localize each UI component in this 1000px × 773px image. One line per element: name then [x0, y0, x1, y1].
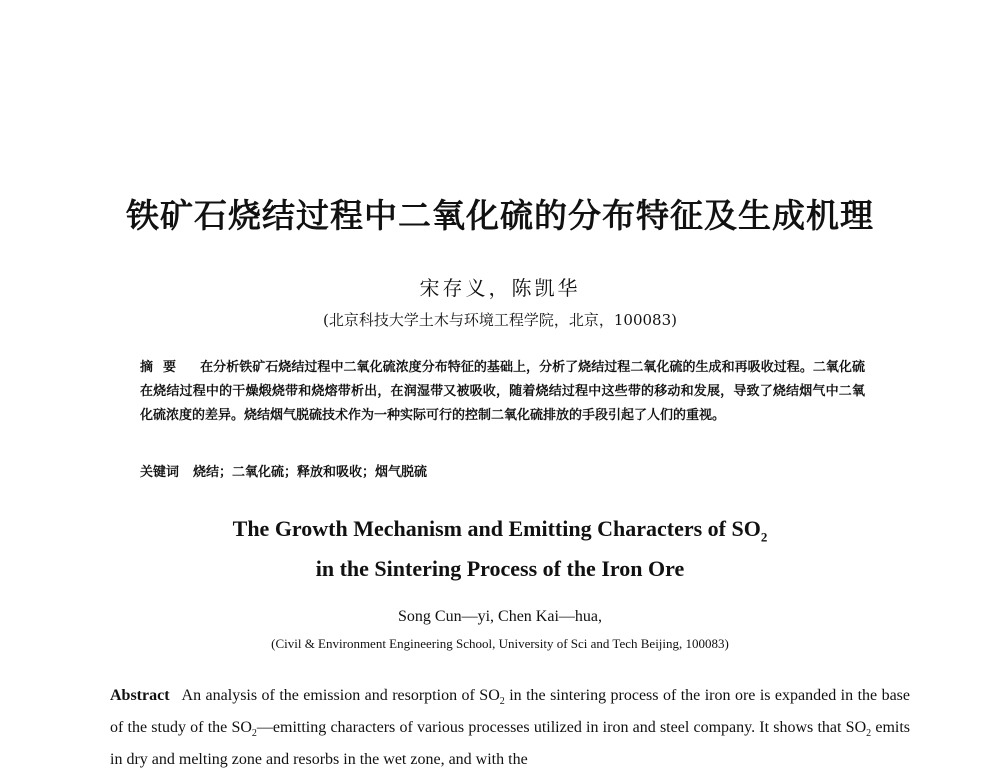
chinese-title: 铁矿石烧结过程中二氧化硫的分布特征及生成机理 [126, 196, 874, 235]
english-title-line-1: The Growth Mechanism and Emitting Characters of $SO_2$ [232, 516, 768, 545]
english-abstract: Abstract An analysis of the emission and resorption of $SO_2$ in the sintering process of the iron ore is expanded in the base of the study of the $SO_2—emitting$ characters of various processes utilized in iron and steel company. It shows that $SO_2$ emits in dry and melting zone and resorbs in the wet zone, and with the [110, 687, 911, 769]
english-affiliation: (Civil & Environment Engineering School, University of Sci and Tech Beijing, 100083) [271, 636, 729, 651]
english-title-line-2: in the Sintering Process of the Iron Ore [315, 556, 685, 582]
chinese-abstract-label: 摘要 [140, 360, 187, 375]
chinese-abstract-text: 在分析铁矿石烧结过程中二氧化硫浓度分布特征的基础上，分析了烧结过程二氧化硫的生成和再吸收过程。二氧化硫在烧结过程中的干燥煅烧带和烧熔带析出，在润湿带又被吸收，随着烧结过程中这些带的移动和发展，导致了烧结烟气中二氧化硫浓度的差异。烧结烟气脱硫技术作为一种实际可行的控制二氧化硫排放的手段引起了人们的重视。 [140, 360, 865, 423]
chinese-keywords-label: 关键词 [140, 465, 180, 480]
english-title [0, 513, 1000, 585]
chinese-keywords [140, 461, 865, 480]
chinese-abstract [140, 356, 865, 428]
chinese-keywords-text: 烧结；二氧化硫；释放和吸收；烟气脱硫 [193, 465, 428, 480]
english-abstract-label: Abstract [110, 687, 170, 704]
chinese-authors: 宋存义，陈凯华 [419, 276, 581, 300]
english-authors: Song Cun—yi, Chen Kai—hua, [398, 608, 602, 625]
chinese-affiliation: (北京科技大学土木与环境工程学院，北京，100083) [323, 311, 677, 329]
